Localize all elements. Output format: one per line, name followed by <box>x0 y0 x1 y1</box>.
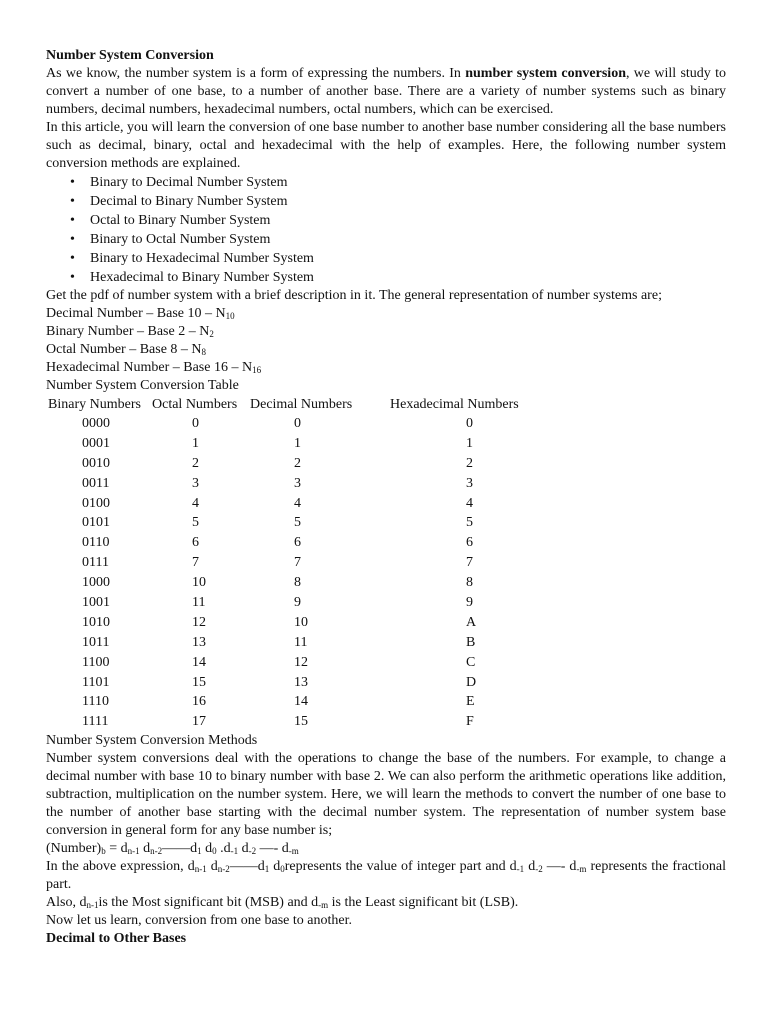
formula-text: (Number) <box>46 841 102 857</box>
cell-hexadecimal: 1 <box>466 435 473 451</box>
cell-octal: 1 <box>192 435 199 451</box>
cell-octal: 4 <box>192 495 199 511</box>
table-row <box>48 553 523 573</box>
section-heading-decimal: Decimal to Other Bases <box>46 931 187 947</box>
intro-bold-term: number system conversion <box>465 66 626 81</box>
msb-text: Also, d <box>46 895 87 911</box>
cell-binary: 1000 <box>82 575 110 591</box>
cell-octal: 17 <box>192 714 206 730</box>
list-item: • Decimal to Binary Number System <box>90 192 726 211</box>
expression-subscript: -1 <box>516 864 525 875</box>
formula-text: = d <box>105 841 128 857</box>
table-row <box>48 414 523 434</box>
formula-subscript: n-1 <box>127 846 140 857</box>
cell-decimal: 11 <box>294 634 308 650</box>
cell-decimal: 8 <box>294 575 301 591</box>
cell-octal: 10 <box>192 575 206 591</box>
expression-subscript: 0 <box>280 864 285 875</box>
formula-text: d <box>238 841 249 857</box>
msb-text: is the Most significant bit (MSB) and d <box>98 895 319 911</box>
cell-hexadecimal: D <box>466 674 477 690</box>
msb-subscript: n-1 <box>86 900 99 911</box>
cell-octal: 11 <box>192 594 206 610</box>
cell-hexadecimal: 9 <box>466 594 473 610</box>
table-row <box>48 454 523 474</box>
expression-text: represents the value of integer part and d <box>284 859 517 875</box>
cell-hexadecimal: 6 <box>466 535 473 551</box>
cell-decimal: 3 <box>294 475 301 491</box>
cell-decimal: 7 <box>294 555 301 571</box>
cell-binary: 0100 <box>82 495 110 511</box>
cell-octal: 14 <box>192 654 206 670</box>
cell-binary: 1111 <box>82 714 109 730</box>
cell-binary: 0000 <box>82 415 110 431</box>
expression-text: d <box>524 859 536 875</box>
cell-binary: 1011 <box>82 634 110 650</box>
cell-hexadecimal: B <box>466 634 476 650</box>
expression-text: In the above expression, d <box>46 859 195 875</box>
formula-subscript: n-2 <box>150 846 163 857</box>
table-row <box>48 593 523 613</box>
cell-hexadecimal: 4 <box>466 495 473 511</box>
cell-decimal: 15 <box>294 714 308 730</box>
conversion-table <box>48 395 523 732</box>
representation-subscript: 8 <box>201 347 207 357</box>
cell-decimal: 14 <box>294 694 308 710</box>
formula-text: —- d <box>256 841 289 857</box>
table-row <box>48 573 523 593</box>
cell-octal: 0 <box>192 415 199 431</box>
representation-binary <box>46 323 726 341</box>
header-octal: Octal Numbers <box>152 396 238 412</box>
list-item: • Hexadecimal to Binary Number System <box>90 268 726 287</box>
lsb-text: is the Least significant bit (LSB). <box>328 895 519 911</box>
formula-subscript: -2 <box>248 846 257 857</box>
cell-hexadecimal: 5 <box>466 515 473 531</box>
now-let-line: Now let us learn, conversion from one base to another. <box>46 913 352 929</box>
table-row <box>48 633 523 653</box>
representation-text: Hexadecimal Number – Base 16 – N <box>46 360 253 375</box>
pdf-line: Get the pdf of number system with a brief description in it. The general representation of number systems are; <box>46 288 662 303</box>
list-item: • Binary to Hexadecimal Number System <box>90 249 726 268</box>
table-row <box>48 712 523 732</box>
representation-subscript: 2 <box>209 329 214 339</box>
table-row <box>48 474 523 494</box>
cell-hexadecimal: 8 <box>466 575 473 591</box>
cell-binary: 1010 <box>82 614 110 630</box>
intro-paragraph <box>46 65 726 119</box>
methods-title: Number System Conversion Methods <box>46 733 258 749</box>
cell-octal: 13 <box>192 634 206 650</box>
cell-hexadecimal: 2 <box>466 455 473 471</box>
representation-subscript: 16 <box>252 365 262 375</box>
table-row <box>48 653 523 673</box>
cell-decimal: 4 <box>294 495 301 511</box>
cell-binary: 1001 <box>82 594 110 610</box>
table-row <box>48 513 523 533</box>
formula-subscript: b <box>101 846 106 857</box>
formula-text: ——d <box>162 841 198 857</box>
cell-octal: 7 <box>192 555 199 571</box>
representation-octal <box>46 341 726 359</box>
cell-octal: 16 <box>192 694 206 710</box>
table-row <box>48 434 523 454</box>
expression-text: represents the fractional part. <box>46 859 727 893</box>
formula-text: d <box>201 841 213 857</box>
article-paragraph: In this article, you will learn the conversion of one base number to another base number considering all the base numbers such as decimal, binary, octal and hexadecimal with the help of examples. Here, the following number system conversion methods are explained. <box>46 120 726 171</box>
list-item: • Binary to Octal Number System <box>90 230 726 249</box>
methods-paragraph: Number system conversions deal with the operations to change the base of the numbers. For example, to change a decimal number with base 10 to binary number with base 2. We can also perform the arithmetic operations like addition, subtraction, multiplication on the number system. Here, we will learn the methods to convert the number of one base to the number of another base starting with the decimal number system. The representation of number system base conversion in general form for any base number is; <box>46 751 726 839</box>
lsb-subscript: -m <box>318 900 329 911</box>
expression-subscript: n-2 <box>217 864 230 875</box>
representation-text: Decimal Number – Base 10 – N <box>46 306 226 321</box>
formula-subscript: -m <box>288 846 299 857</box>
formula-text: d <box>139 841 151 857</box>
cell-decimal: 2 <box>294 455 301 471</box>
table-row <box>48 613 523 633</box>
cell-hexadecimal: E <box>466 694 475 710</box>
cell-hexadecimal: 0 <box>466 415 473 431</box>
expression-subscript: -m <box>576 864 587 875</box>
formula-text: .d <box>216 841 231 857</box>
cell-binary: 1110 <box>82 694 109 710</box>
representation-hexadecimal <box>46 359 726 377</box>
expression-subscript: n-1 <box>194 864 207 875</box>
table-row <box>48 494 523 514</box>
cell-decimal: 0 <box>294 415 301 431</box>
representation-decimal <box>46 305 726 323</box>
cell-binary: 0001 <box>82 435 110 451</box>
expression-paragraph <box>46 858 726 894</box>
cell-binary: 0110 <box>82 535 110 551</box>
cell-hexadecimal: A <box>466 614 477 630</box>
formula-subscript: 0 <box>212 846 217 857</box>
cell-hexadecimal: 7 <box>466 555 473 571</box>
cell-octal: 15 <box>192 674 206 690</box>
header-binary: Binary Numbers <box>48 396 141 412</box>
cell-octal: 2 <box>192 455 199 471</box>
intro-text-1: As we know, the number system is a form of expressing the numbers. In <box>46 66 466 81</box>
cell-decimal: 1 <box>294 435 301 451</box>
table-title: Number System Conversion Table <box>46 378 239 393</box>
list-item: • Binary to Decimal Number System <box>90 173 726 192</box>
cell-decimal: 12 <box>294 654 308 670</box>
cell-binary: 1101 <box>82 674 110 690</box>
expression-subscript: 1 <box>264 864 270 875</box>
cell-decimal: 5 <box>294 515 301 531</box>
expression-text: ——d <box>229 859 265 875</box>
representation-text: Octal Number – Base 8 – N <box>46 342 202 357</box>
representation-text: Binary Number – Base 2 – N <box>46 324 210 339</box>
table-header-row <box>48 395 523 414</box>
cell-octal: 5 <box>192 515 199 531</box>
cell-binary: 0101 <box>82 515 110 531</box>
cell-decimal: 6 <box>294 535 301 551</box>
cell-hexadecimal: 3 <box>466 475 473 491</box>
intro-text-2: , we will study to convert a number of one base, to a number of another base. There are a variety of number systems such as binary numbers, decimal numbers, hexadecimal numbers, octal numbers, which can be exercised. <box>46 66 726 117</box>
header-decimal: Decimal Numbers <box>250 396 353 412</box>
table-row <box>48 533 523 553</box>
expression-text: d <box>269 859 281 875</box>
cell-octal: 3 <box>192 475 199 491</box>
general-formula <box>46 840 726 858</box>
expression-subscript: -2 <box>535 864 543 875</box>
cell-hexadecimal: F <box>466 714 474 730</box>
cell-octal: 6 <box>192 535 199 551</box>
table-body <box>48 414 523 732</box>
cell-hexadecimal: C <box>466 654 476 670</box>
expression-text: —- d <box>542 859 577 875</box>
cell-decimal: 9 <box>294 594 301 610</box>
formula-subscript: -1 <box>230 846 239 857</box>
page-title: Number System Conversion <box>46 48 214 63</box>
cell-binary: 1100 <box>82 654 110 670</box>
cell-binary: 0011 <box>82 475 110 491</box>
formula-subscript: 1 <box>197 846 202 857</box>
representation-subscript: 10 <box>225 311 235 321</box>
header-hexadecimal: Hexadecimal Numbers <box>390 396 519 412</box>
cell-decimal: 10 <box>294 614 308 630</box>
cell-binary: 0111 <box>82 555 109 571</box>
table-row <box>48 692 523 712</box>
expression-text: d <box>206 859 218 875</box>
document-body <box>46 47 726 948</box>
msb-lsb-line <box>46 894 726 912</box>
list-item: • Octal to Binary Number System <box>90 211 726 230</box>
cell-binary: 0010 <box>82 455 110 471</box>
cell-octal: 12 <box>192 614 206 630</box>
methods-list <box>46 173 726 287</box>
cell-decimal: 13 <box>294 674 308 690</box>
table-row <box>48 673 523 693</box>
